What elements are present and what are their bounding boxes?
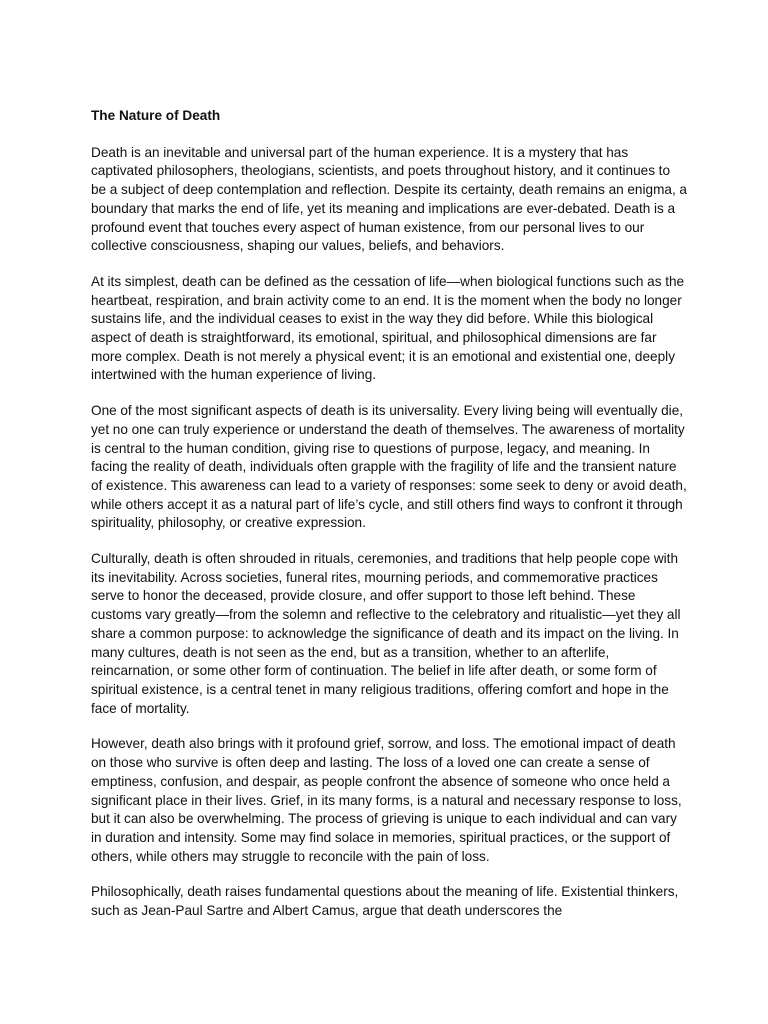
paragraph-5: However, death also brings with it profound grief, sorrow, and loss. The emotional impact of death on those who survive is often deep and lasting. The loss of a loved one can create a sense of emptiness, confusion, and despair, as people confront the absence of someone who once held a significant place in their lives. Grief, in its many forms, is a natural and necessary response to loss, but it can also be overwhelming. The process of grieving is unique to each individual and can vary in duration and intensity. Some may find solace in memories, spiritual practices, or the support of others, while others may struggle to reconcile with the pain of loss. [91,736,682,864]
paragraph-3: One of the most significant aspects of death is its universality. Every living being will eventually die, yet no one can truly experience or understand the death of themselves. The awareness of mortality is central to the human condition, giving rise to questions of purpose, legacy, and meaning. In facing the reality of death, individuals often grapple with the fragility of life and the transient nature of existence. This awareness can lead to a variety of responses: some seek to deny or avoid death, while others accept it as a natural part of life’s cycle, and still others find ways to confront it through spirituality, philosophy, or creative expression. [91,403,687,531]
paragraph-4: Culturally, death is often shrouded in rituals, ceremonies, and traditions that help people cope with its inevitability. Across societies, funeral rites, mourning periods, and commemorative practices serve to honor the deceased, provide closure, and offer support to those left behind. These customs vary greatly—from the solemn and reflective to the celebratory and ritualistic—yet they all share a common purpose: to acknowledge the significance of death and its impact on the living. In many cultures, death is not seen as the end, but as a transition, whether to an afterlife, reincarnation, or some other form of continuation. The belief in life after death, or some form of spiritual existence, is a central tenet in many religious traditions, offering comfort and hope in the face of mortality. [91,551,681,716]
paragraph-1: Death is an inevitable and universal part of the human experience. It is a mystery that has captivated philosophers, theologians, scientists, and poets throughout history, and it continues to be a subject of deep contemplation and reflection. Despite its certainty, death remains an enigma, a boundary that marks the end of life, yet its meaning and implications are ever-debated. Death is a profound event that touches every aspect of human existence, from our personal lives to our collective consciousness, shaping our values, beliefs, and behaviors. [91,144,687,254]
paragraph-2: At its simplest, death can be defined as the cessation of life—when biological functions such as the heartbeat, respiration, and brain activity come to an end. It is the moment when the body no longer sustains life, and the individual ceases to exist in the way they did before. While this biological aspect of death is straightforward, its emotional, spiritual, and philosophical dimensions are far more complex. Death is not merely a physical event; it is an emotional and existential one, deeply intertwined with the human experience of living. [91,273,685,383]
document-title: The Nature of Death [91,108,221,123]
document-body [91,107,687,938]
paragraph-6: Philosophically, death raises fundamental questions about the meaning of life. Existential thinkers, such as Jean-Paul Sartre and Albert Camus, argue that death underscores the [91,884,679,919]
